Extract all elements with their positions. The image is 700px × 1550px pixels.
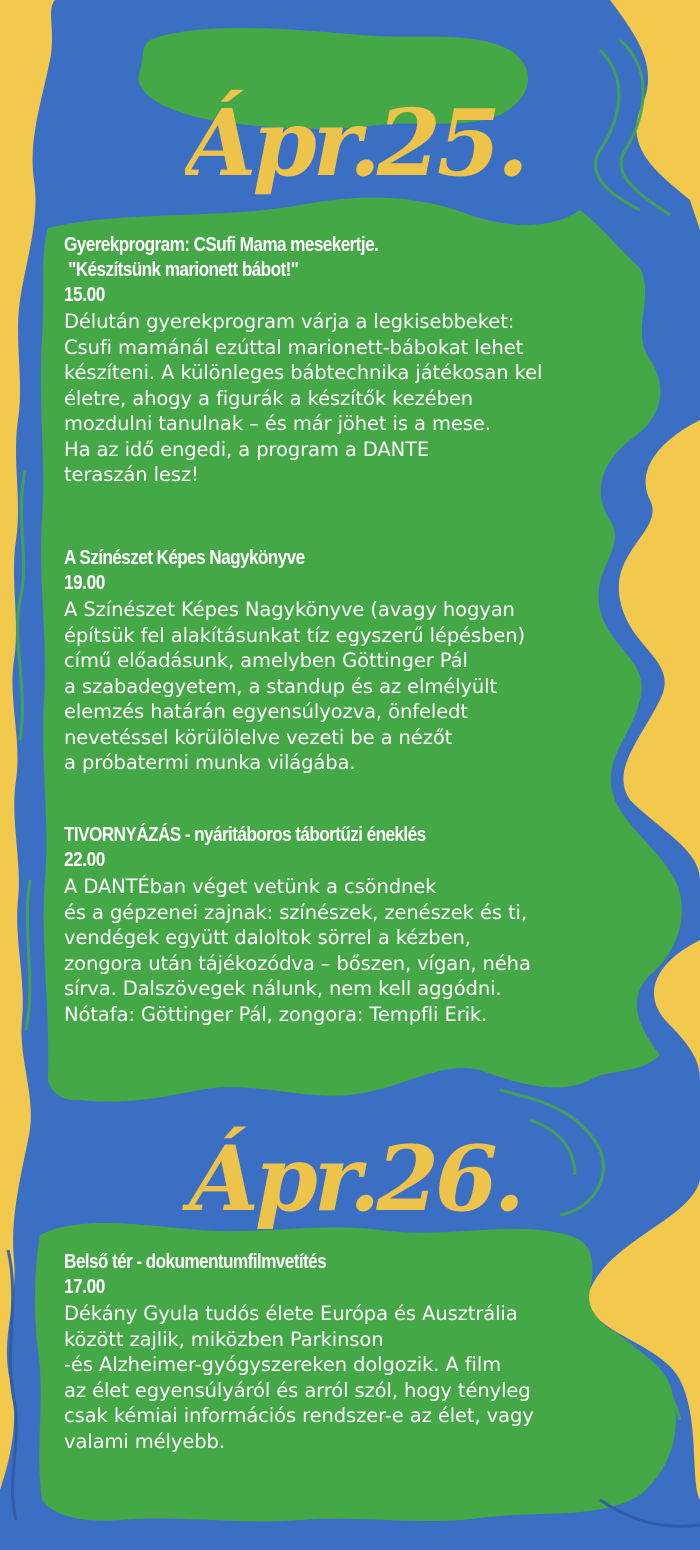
event-item [64, 823, 694, 1027]
event-title: TIVORNYÁZÁS - nyáritáboros tábortűzi éneklés [64, 824, 426, 846]
event-item [64, 1250, 694, 1454]
event-title: A Színészet Képes Nagykönyve [64, 547, 305, 569]
date-headline-apr-25 [185, 60, 525, 210]
event-title: Gyerekprogram: CSufi Mama mesekertje. "Készítsünk marionett bábot!" [64, 234, 379, 281]
event-description: A DANTÉban véget vetünk a csöndnek és a gépzenei zajnak: színészek, zenészek és ti, vendégek együtt daloltok sörrel a kézben, zongora után tájékozódva – bőszen, vígan, néha sírva. Dalszövegek nálunk, nem kell aggódni. Nótafa: Göttinger Pál, zongora: Tempfli Erik. [64, 875, 531, 1026]
date-label: Ápr.25. [185, 89, 525, 197]
date-label: Ápr.26. [189, 1126, 521, 1232]
event-item [64, 233, 694, 488]
event-description: A Színészet Képes Nagykönyve (avagy hogyan építsük fel alakításunkat tíz egyszerű lépésben) című előadásunk, amelyben Göttinger Pál a szabadegyetem, a standup és az elmélyült elemzés határán egyensúlyozva, önfeledt nevetéssel körülölelve vezeti be a nézőt a próbatermi munka világába. [64, 598, 526, 774]
event-description: Délután gyerekprogram várja a legkisebbeket: Csufi mamánál ezúttal marionett-bábokat lehet készíteni. A különleges bábtechnika játékosan kel életre, ahogy a figurák a készítők kezében mozdulni tanulnak – és már jöhet is a mese. Ha az idő engedi, a program a DANTE teraszán lesz! [64, 310, 543, 486]
event-time: 17.00 [64, 1276, 105, 1298]
event-item [64, 546, 694, 776]
date-headline-apr-26 [175, 1105, 535, 1245]
event-title: Belső tér - dokumentumfilmvetítés [64, 1251, 327, 1273]
event-time: 22.00 [64, 849, 105, 871]
event-time: 15.00 [64, 284, 105, 306]
event-description: Dékány Gyula tudós élete Európa és Ausztrália között zajlik, miközben Parkinson -és Alzheimer-gyógyszereken dolgozik. A film az élet egyensúlyáról és arról szól, hogy tényleg csak kémiai információs rendszer-e az élet, vagy valami mélyebb. [64, 1302, 534, 1453]
event-time: 19.00 [64, 572, 105, 594]
